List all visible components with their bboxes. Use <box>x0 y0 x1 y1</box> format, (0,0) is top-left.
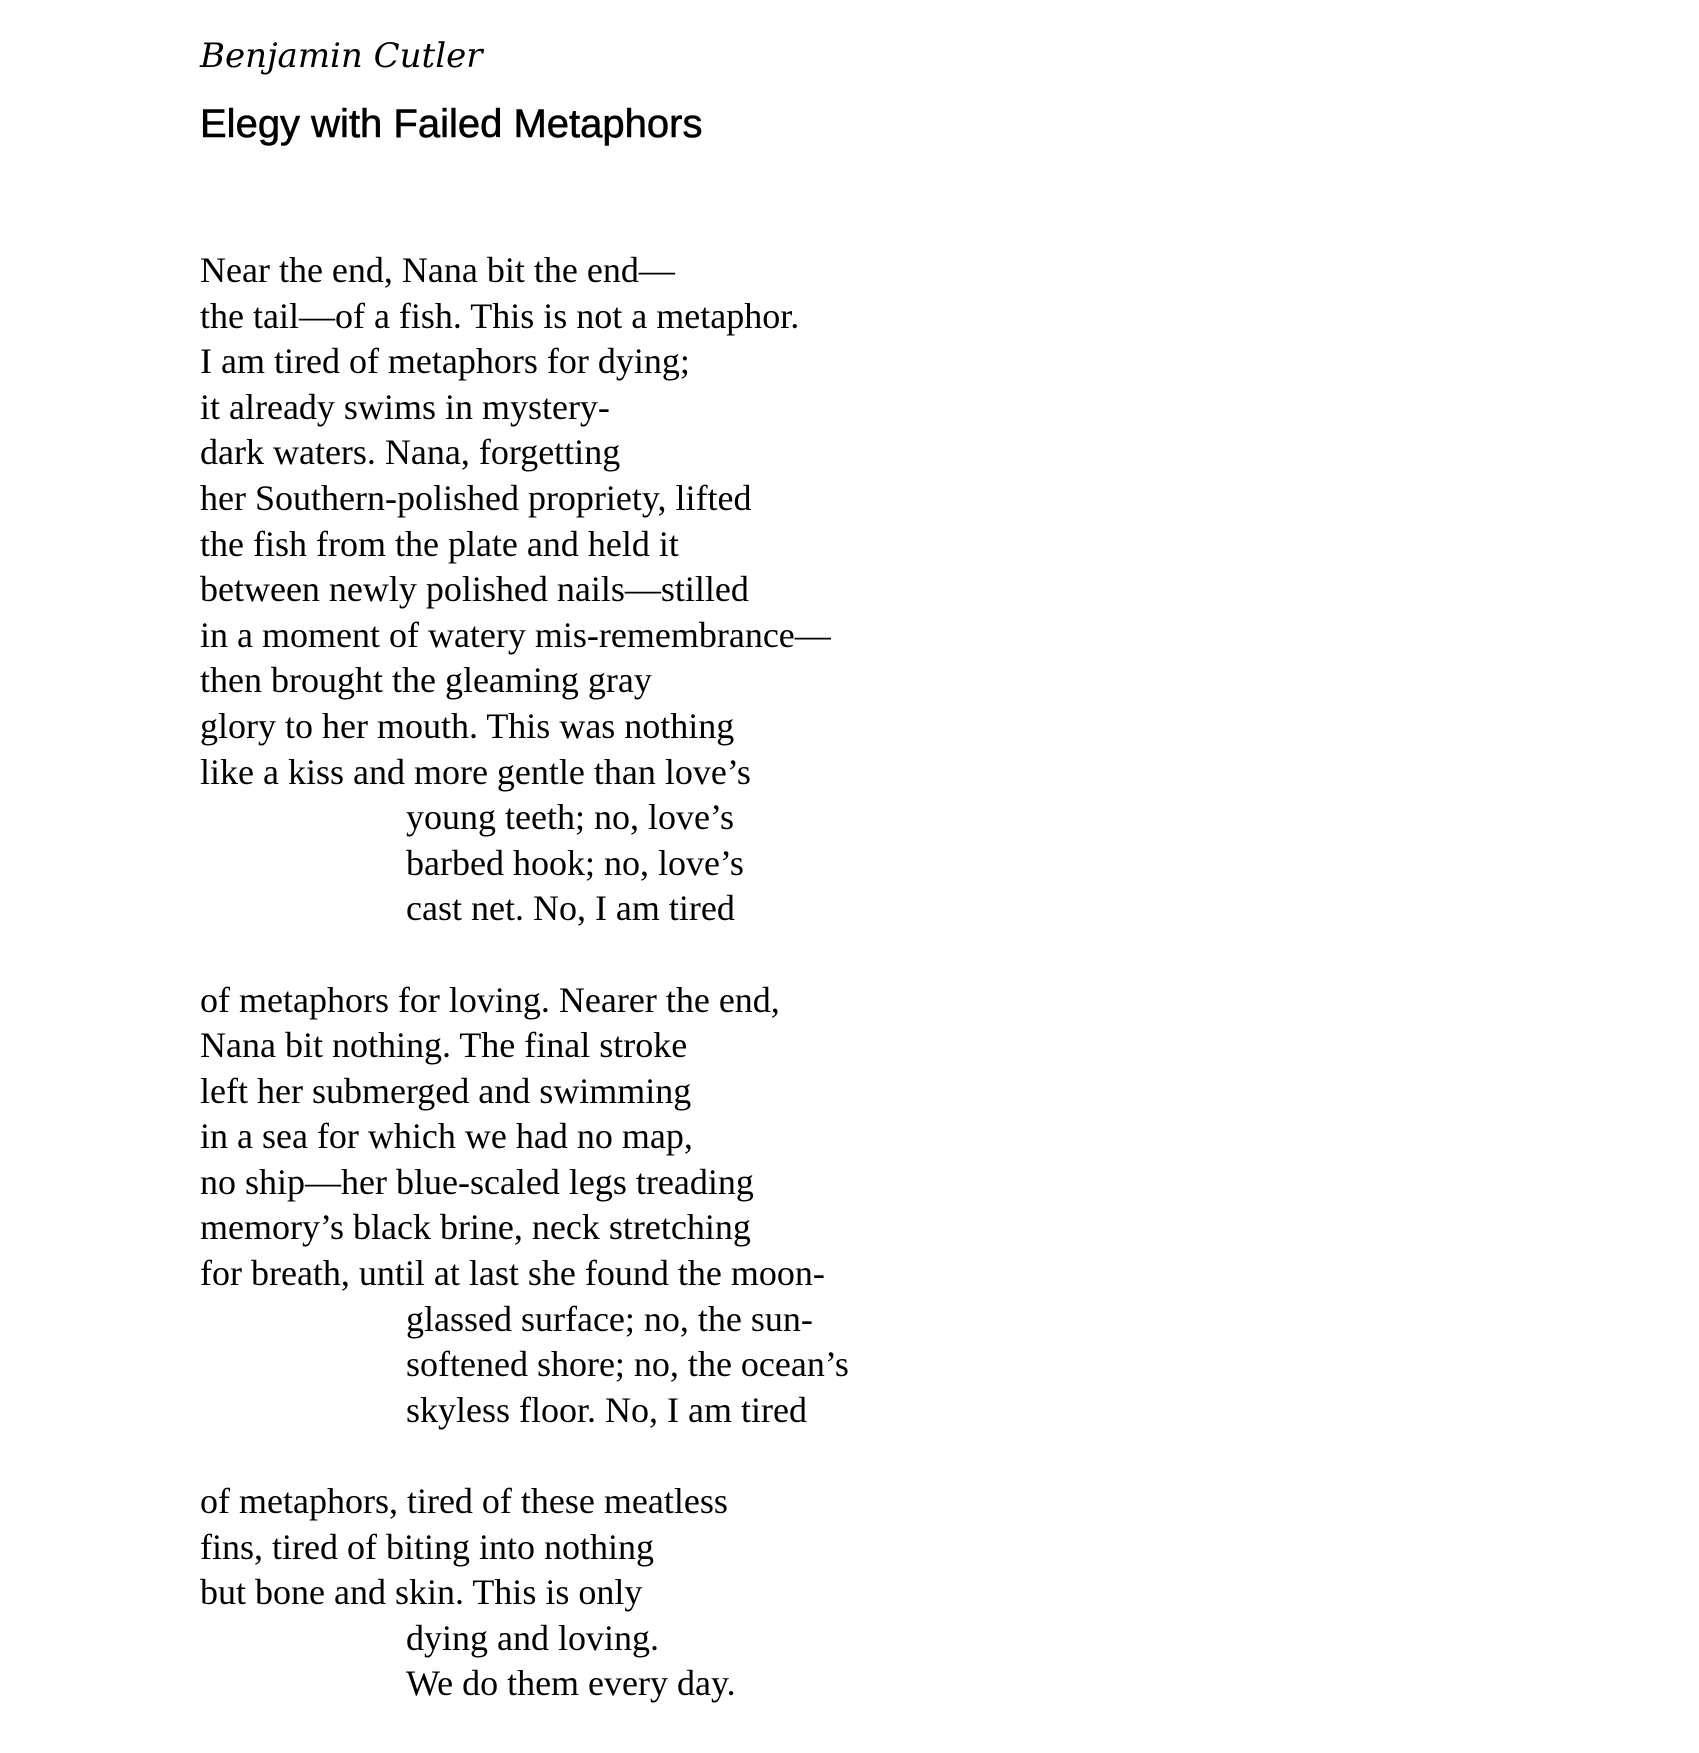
poem-line: left her submerged and swimming <box>200 1070 692 1111</box>
poem-title: Elegy with Failed Metaphors <box>200 102 703 146</box>
poem-line: fins, tired of biting into nothing <box>200 1526 654 1567</box>
poem-stanza-2 <box>200 978 1500 1434</box>
poem-line: the fish from the plate and held it <box>200 523 679 564</box>
poem-line: memory’s black brine, neck stretching <box>200 1207 751 1248</box>
poem-line: Near the end, Nana bit the end— <box>200 250 675 290</box>
poem-body <box>200 248 1500 1707</box>
poem-line: of metaphors for loving. Nearer the end, <box>200 979 780 1020</box>
poem-line: in a sea for which we had no map, <box>200 1116 693 1157</box>
poem-line: barbed hook; no, love’s <box>406 842 744 883</box>
poem-line: between newly polished nails—stilled <box>200 569 749 610</box>
document-page <box>200 28 1500 1753</box>
poem-line: for breath, until at last she found the moon- <box>200 1253 825 1294</box>
poem-line: dying and loving. <box>406 1617 659 1658</box>
poem-line: glory to her mouth. This was nothing <box>200 705 735 746</box>
poem-line: but bone and skin. This is only <box>200 1572 643 1613</box>
poem-line: Nana bit nothing. The final stroke <box>200 1025 688 1066</box>
poem-line: her Southern-polished propriety, lifted <box>200 477 752 518</box>
poem-line: softened shore; no, the ocean’s <box>406 1344 849 1385</box>
poem-line: of metaphors, tired of these meatless <box>200 1481 728 1522</box>
poem-line: the tail—of a fish. This is not a metaphor. <box>200 295 800 336</box>
poem-stanza-3 <box>200 1479 1500 1707</box>
poem-line: then brought the gleaming gray <box>200 660 652 701</box>
poem-line: it already swims in mystery- <box>200 386 610 427</box>
poem-line: dark waters. Nana, forgetting <box>200 432 621 473</box>
poem-line: skyless floor. No, I am tired <box>406 1389 807 1430</box>
poem-line: I am tired of metaphors for dying; <box>200 341 690 382</box>
poem-line: young teeth; no, love’s <box>406 797 734 838</box>
poem-line: cast net. No, I am tired <box>406 888 735 929</box>
poem-line: glassed surface; no, the sun- <box>406 1298 813 1339</box>
author-name: Benjamin Cutler <box>200 36 483 76</box>
poem-line: in a moment of watery mis-remembrance— <box>200 614 831 655</box>
poem-line: like a kiss and more gentle than love’s <box>200 751 751 792</box>
poem-line: We do them every day. <box>406 1663 736 1704</box>
poem-line: no ship—her blue-scaled legs treading <box>200 1161 754 1202</box>
poem-stanza-1 <box>200 248 1500 932</box>
